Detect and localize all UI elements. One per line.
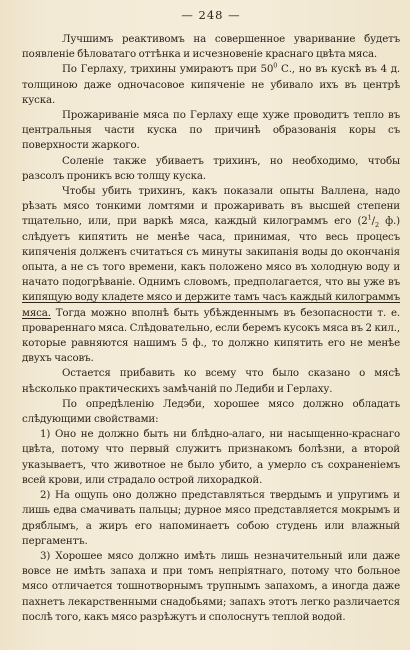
paragraph-p2 (22, 62, 400, 108)
text-run: Тогда можно вполнѣ быть убѣжденнымъ въ безопасности т. е. провареннаго мяса. Слѣдовательно, если беремъ кусокъ мяса въ 2 кил., которые равняются нашимъ 5 ф., то должно кипятить его не менѣе двухъ часовъ. (22, 306, 400, 365)
text-run: 3) Хорошее мясо должно имѣть лишь незначительный или даже вовсе не имѣть запаха и при томъ непріятнаго, потому что больное мясо отличается тошнотворнымъ трупнымъ запахомъ, а иногда даже пахнетъ лекарственными снадобьями; запахъ этотъ легко различается послѣ того, какъ мясо разрѣжутъ и сполоснутъ теплой водой. (22, 549, 400, 623)
paragraph-p8 (22, 427, 400, 488)
paragraph-p9 (22, 488, 400, 549)
text-run: По опредѣленію Ледэби, хорошее мясо должно обладать слѣдующими свойствами: (22, 397, 400, 426)
text-run: Остается прибавить ко всему что было сказано о мясѣ нѣсколько практическихъ замѣчаній по Ледиби и Герлаху. (22, 367, 400, 395)
text-run: 2) На ощупь оно должно представляться твердымъ и упругимъ и лишь едва смачивать пальцы; дурное мясо представляется мокрымъ и дряблымъ, а жиръ его напоминаетъ собою студень или влажный пергаментъ. (22, 489, 400, 547)
paragraph-p6 (22, 366, 400, 396)
paragraph-p3 (22, 108, 400, 154)
paragraph-p7 (22, 397, 400, 427)
text-run: Соленіе также убиваетъ трихинъ, но необходимо, чтобы разсолъ проникъ всю толщу куска. (22, 154, 400, 182)
text-run: Чтобы убить трихинъ, какъ показали опыты Валлена, надо рѣзать мясо тонкими ломтями и прожаривать въ высшей степени тщательно, или, при варкѣ мяса, каждый килограммъ его (2 (22, 185, 400, 228)
text-run: / (371, 215, 375, 228)
text-run: 2 (374, 221, 379, 230)
paragraph-p4 (22, 154, 400, 184)
text-run: 0 (273, 62, 278, 70)
text-run: ф.) слѣдуетъ кипятить не менѣе часа, принимая, что весь процесъ кипяченія долженъ считаться съ минуты закипанія воды до окончанія опыта, а не съ того времени, какъ положено мясо въ холодную воду и начато подогрѣваніе. Однимъ словомъ, предполагается, что вы уже въ (22, 215, 400, 289)
page-number: — 248 — (181, 8, 241, 22)
body-text (22, 32, 400, 625)
text-run: С., но въ кускѣ въ 4 д. толщиною даже одночасовое кипяченіе не убивало ихъ въ центрѣ куска. (22, 63, 400, 106)
text-run: Лучшимъ реактивомъ на совершенное уваривание будетъ появленіе бѣловатаго оттѣнка и исчезновеніе краснаго цвѣта мяса. (22, 33, 400, 61)
text-run: По Герлаху, трихины умираютъ при 50 (62, 63, 274, 76)
text-run: 1) Оно не должно быть ни блѣдно-алаго, ни насыщенно-краснаго цвѣта, потому что первый служитъ признакомъ болѣзни, а второй указываетъ, что животное не было убито, а умерло съ сохраненіемъ всей крови, или страдало острой лихорадкой. (22, 428, 400, 486)
text-run: кипящую воду кладете мясо и держите тамъ часъ каждый килограммъ мяса. (22, 291, 400, 319)
text-run: 1 (367, 214, 372, 223)
paragraph-p1 (22, 32, 400, 62)
paragraph-p10 (22, 549, 400, 625)
text-run: Прожариваніе мяса по Герлаху еще хуже проводитъ тепло въ центральныя части куска по причинѣ образованія коры съ поверхности жаркого. (22, 109, 400, 152)
paragraph-p5 (22, 184, 400, 366)
